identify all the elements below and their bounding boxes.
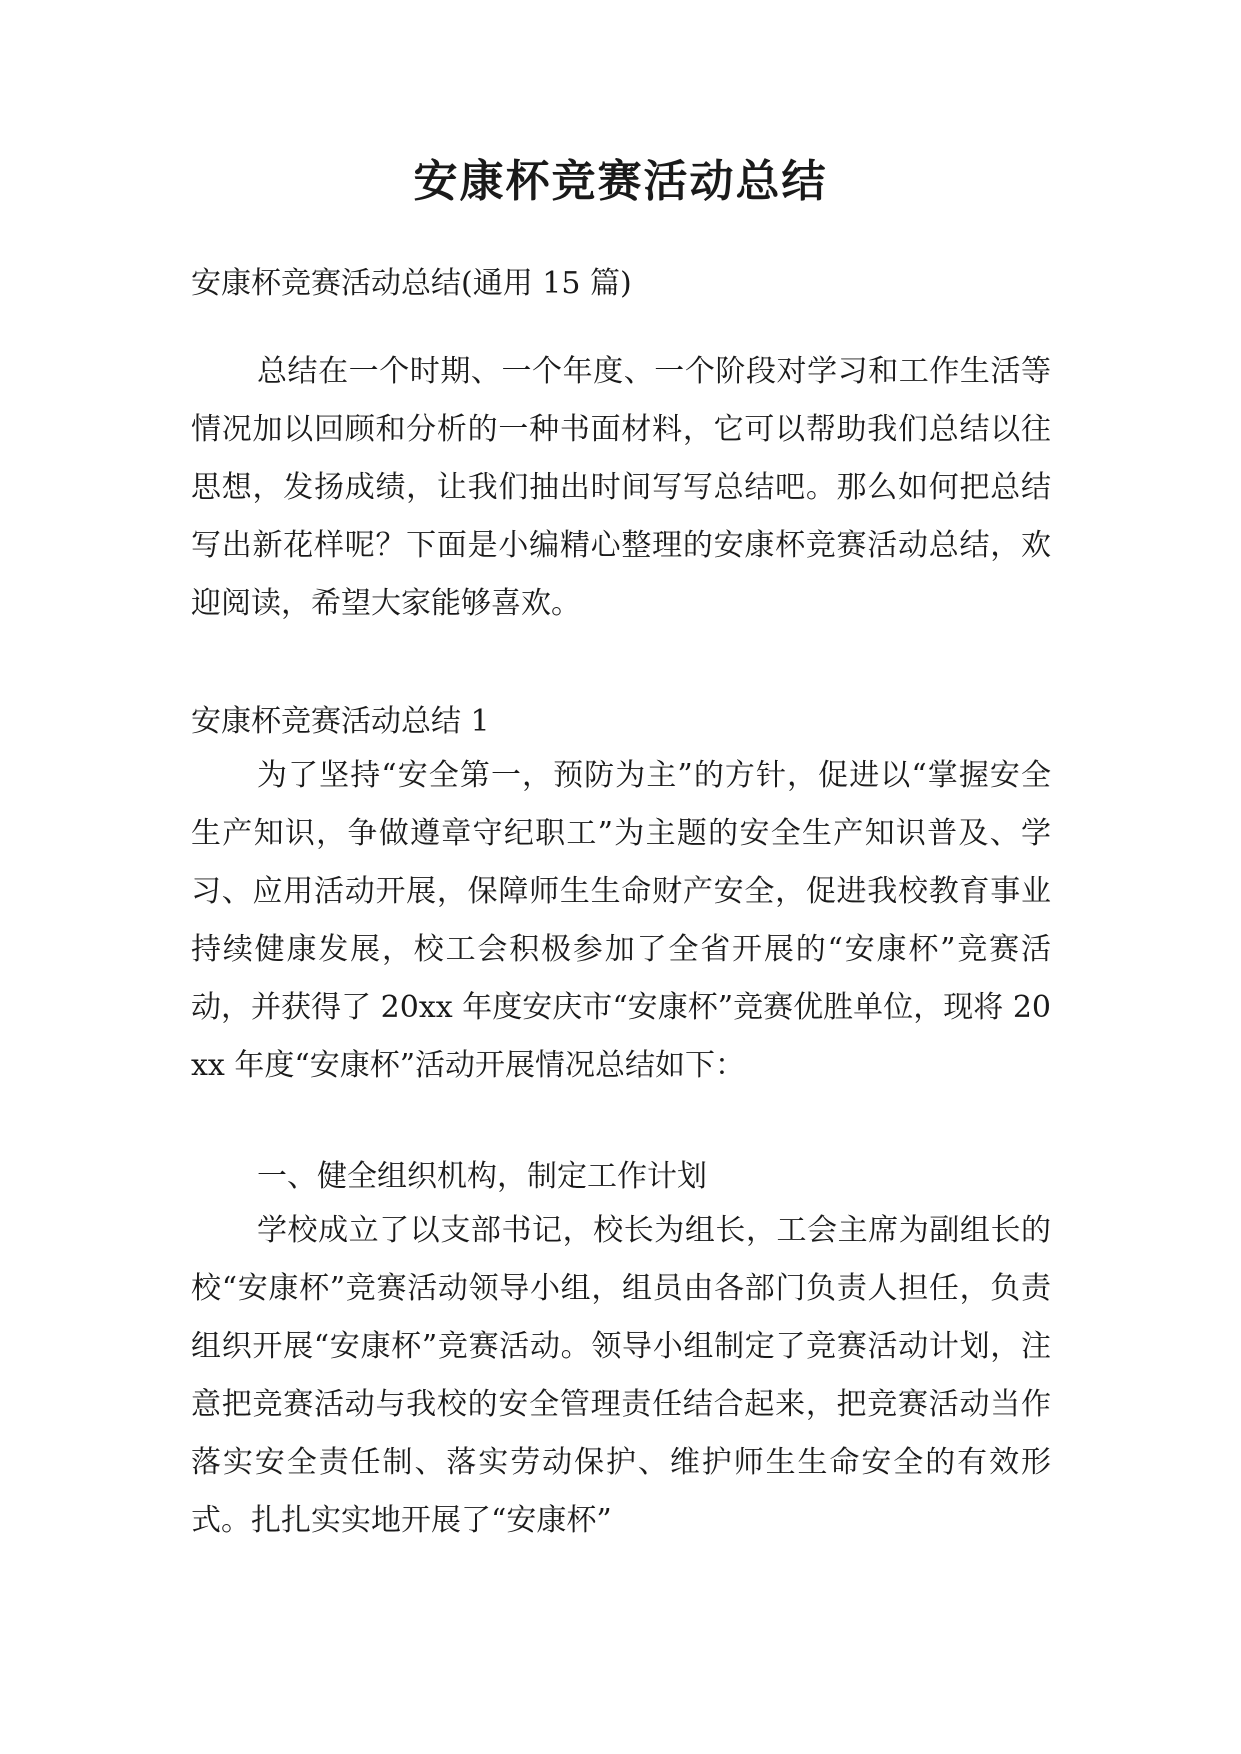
section-heading: 安康杯竞赛活动总结 1 [191,704,490,739]
intro-paragraph: 总结在一个时期、一个年度、一个阶段对学习和工作生活等情况加以回顾和分析的一种书面材料，它可以帮助我们总结以往思想，发扬成绩，让我们抽出时间写写总结吧。那么如何把总结写出新花样呢？下面是小编精心整理的安康杯竞赛活动总结，欢迎阅读，希望大家能够喜欢。 [191,354,1051,621]
body-paragraph: 学校成立了以支部书记，校长为组长，工会主席为副组长的校“安康杯”竞赛活动领导小组，组员由各部门负责人担任，负责组织开展“安康杯”竞赛活动。领导小组制定了竞赛活动计划，注意把竞赛活动与我校的安全管理责任结合起来，把竞赛活动当作落实安全责任制、落实劳动保护、维护师生生命安全的有效形式。扎扎实实地开展了“安康杯” [191,1213,1051,1538]
document-title: 安康杯竞赛活动总结 [413,156,828,207]
outline-heading: 一、健全组织机构，制定工作计划 [257,1159,707,1194]
document-subtitle: 安康杯竞赛活动总结(通用 15 篇) [191,266,632,301]
body-paragraph: 为了坚持“安全第一，预防为主”的方针，促进以“掌握安全生产知识，争做遵章守纪职工”为主题的安全生产知识普及、学习、应用活动开展，保障师生生命财产安全，促进我校教育事业持续健康发展，校工会积极参加了全省开展的“安康杯”竞赛活动，并获得了 20xx 年度安庆市“安康杯”竞赛优胜单位，现将 20xx 年度“安康杯”活动开展情况总结如下： [191,758,1051,1083]
